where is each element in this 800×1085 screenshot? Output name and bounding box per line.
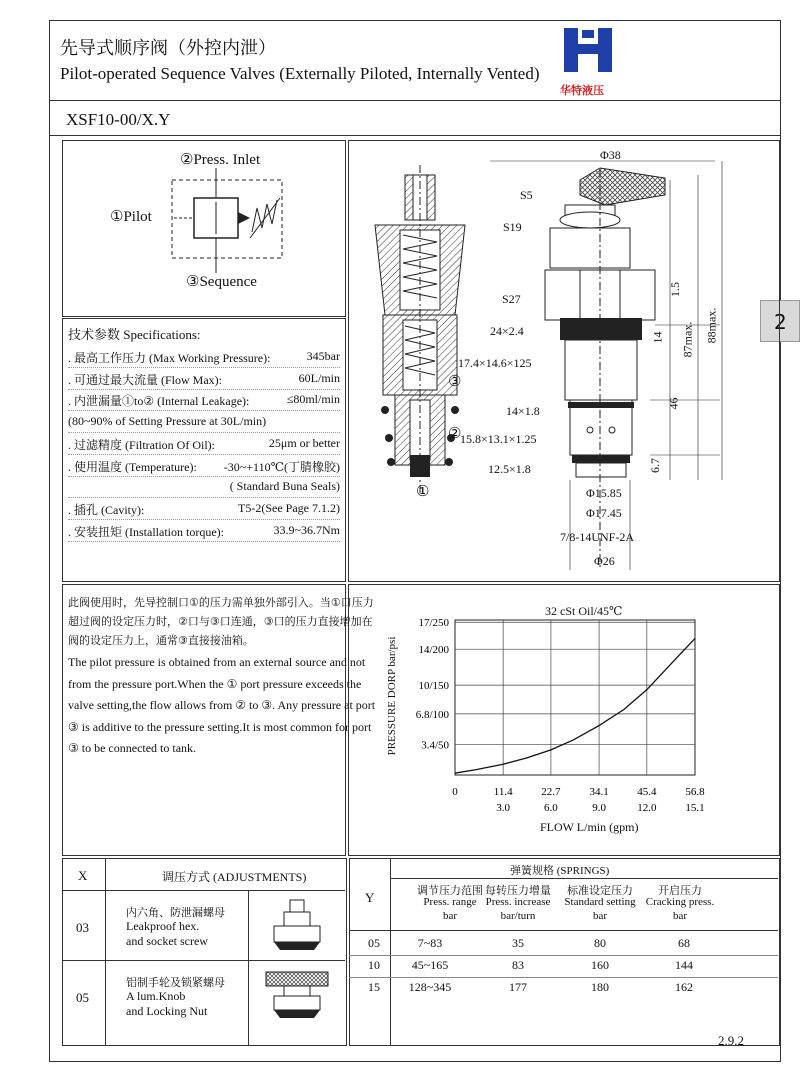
spec-row <box>68 455 340 477</box>
springs-header-text: bar/turn <box>500 910 536 922</box>
dim-oring-17: 17.4×14.6×125 <box>458 356 532 370</box>
springs-cell: 177 <box>509 980 527 994</box>
adj-text: Leakproof hex. <box>126 919 200 933</box>
dim-v14: 14 <box>650 331 665 344</box>
spec-row <box>68 389 340 411</box>
page-number: 2.9.2 <box>718 1033 744 1048</box>
spec-row <box>68 498 340 520</box>
description-cn-line: 超过阀的设定压力时，②口与③口连通，③口的压力直接增加在 <box>68 615 373 628</box>
adj-div-h2 <box>62 960 345 961</box>
springs-cell: 10 <box>368 958 380 972</box>
spec-value: ( Standard Buna Seals) <box>229 479 340 494</box>
spr-div-v0 <box>390 858 391 1045</box>
springs-cell: 144 <box>675 958 693 972</box>
x-tick-label: 11.4 <box>493 786 513 798</box>
spec-row <box>68 368 340 390</box>
model-rule <box>49 135 780 136</box>
dim-oring-125: 12.5×1.8 <box>488 462 531 476</box>
dim-s19: S19 <box>503 220 522 234</box>
springs-header-text: bar <box>442 910 458 922</box>
springs-cell: 128~345 <box>408 980 452 994</box>
flow-curve <box>455 638 695 773</box>
x-tick-label-gpm: 12.0 <box>637 802 657 814</box>
description-en-line: from the pressure port.When the ① port pressure exceeds the <box>68 676 362 691</box>
spec-value: T5-2(See Page 7.1.2) <box>238 500 340 515</box>
springs-title: 弹簧规格 (SPRINGS) <box>510 865 610 877</box>
spec-row <box>68 520 340 542</box>
spr-div-h1 <box>349 930 778 931</box>
springs-header-text: 每转压力增量 <box>485 884 551 897</box>
chart-ylabel: PRESSURE DORP bar/psi <box>386 636 398 756</box>
x-tick-label-gpm: 3.0 <box>496 802 511 814</box>
x-tick-label: 45.4 <box>637 786 657 798</box>
spec-label: (80~90% of Setting Pressure at 30L/min) <box>68 414 267 429</box>
description-en-line: valve setting,the flow allows from ② to ③. Any pressure at port <box>68 698 376 712</box>
chart-xlabel: FLOW L/min (gpm) <box>540 820 639 834</box>
spec-value: 345bar <box>306 349 340 363</box>
springs-col-y: Y <box>365 890 375 905</box>
spec-label: . 可通过最大流量 (Flow Max): <box>68 372 222 387</box>
springs-cell: 45~165 <box>411 958 449 972</box>
spec-row <box>68 433 340 455</box>
springs-header-text: 开启压力 <box>658 884 702 897</box>
logo <box>562 26 614 88</box>
spec-label: . 过滤精度 (Filtration Of Oil): <box>68 437 215 452</box>
x-tick-label-gpm: 9.0 <box>592 802 606 814</box>
springs-box <box>349 858 780 1046</box>
x-tick-label: 22.7 <box>541 786 561 798</box>
description-en-line: ③ is additive to the pressure setting.It is most common for port <box>68 719 372 734</box>
adj-div-v2 <box>248 890 249 1045</box>
spec-label: . 最高工作压力 (Max Working Pressure): <box>68 351 271 365</box>
plot-area <box>455 620 695 775</box>
side-tab-label: 2 <box>774 310 787 334</box>
springs-cell: 83 <box>512 958 524 972</box>
springs-header-text: Standard setting <box>564 896 636 908</box>
valve-symbol <box>160 168 290 273</box>
springs-cell: 80 <box>594 936 606 950</box>
spec-row <box>68 346 340 368</box>
description-en-line: ③ to be connected to tank. <box>68 741 197 755</box>
dim-d1585: Φ15.85 <box>586 486 622 500</box>
springs-header-text: Cracking press. <box>645 896 715 908</box>
y-tick-label: 17/250 <box>418 617 449 630</box>
y-tick-label: 3.4/50 <box>421 739 449 752</box>
springs-cell: 7~83 <box>417 936 443 950</box>
model-code: XSF10-00/X.Y <box>66 110 171 129</box>
dim-oring-158: 15.8×13.1×1.25 <box>460 432 537 446</box>
aluminum-knob-icon <box>262 966 332 1026</box>
spec-row <box>68 476 340 498</box>
dim-v46: 46 <box>666 397 681 410</box>
chart-title: 32 cSt Oil/45℃ <box>545 604 623 618</box>
springs-cell: 160 <box>591 958 609 972</box>
dim-v67: 6.7 <box>648 458 662 473</box>
springs-cell: 35 <box>512 936 524 950</box>
port-1-label: ① <box>416 484 430 500</box>
spec-value: 33.9~36.7Nm <box>273 522 340 537</box>
sequence-label: ③Sequence <box>186 274 257 290</box>
adj-col-x: X <box>78 868 88 883</box>
spec-value: -30~+110℃(丁腈橡胶) <box>223 459 340 474</box>
springs-header-text: Press. increase <box>485 896 551 908</box>
x-tick-label-gpm: 6.0 <box>544 802 558 814</box>
description-cn-line: 此阀使用时，先导控制口①的压力需单独外部引入。当①口压力 <box>68 596 374 609</box>
description-cn-line: 阀的设定压力上，通常③直接接油箱。 <box>68 634 254 647</box>
press-inlet-label: ②Press. Inlet <box>180 152 261 168</box>
adj-div-h1 <box>62 890 345 891</box>
port-3-label: ③ <box>448 374 462 390</box>
pilot-label: ①Pilot <box>110 209 152 225</box>
hex-socket-icon <box>262 898 332 953</box>
adj-text: and socket screw <box>126 934 208 948</box>
logo-text: 华特液压 <box>560 84 604 97</box>
x-tick-label-gpm: 15.1 <box>685 802 705 814</box>
adj-div-v <box>105 858 106 1045</box>
adj-text: and Locking Nut <box>126 1004 208 1018</box>
spec-label: . 插孔 (Cavity): <box>68 502 145 517</box>
dim-oring-24: 24×2.4 <box>490 324 524 338</box>
dim-thread: 7/8-14UNF-2A <box>560 530 634 544</box>
springs-cell: 05 <box>368 936 380 950</box>
adj-text: A lum.Knob <box>126 989 186 1003</box>
adj-code: 03 <box>76 920 89 935</box>
dim-v15: 1.5 <box>668 282 682 297</box>
spec-value: ≤80ml/min <box>286 392 340 407</box>
pressure-flow-chart <box>400 615 730 820</box>
springs-row-rule <box>349 955 778 956</box>
dim-d1745: Φ17.45 <box>586 506 622 520</box>
title-cn: 先导式顺序阀（外控内泄） <box>60 38 276 59</box>
adj-text: 内六角、防泄漏螺母 <box>126 906 225 919</box>
x-tick-label: 34.1 <box>589 786 609 798</box>
dim-d26: Φ26 <box>594 554 615 568</box>
x-tick-label: 0 <box>452 786 458 798</box>
dim-s27: S27 <box>502 292 521 306</box>
springs-cell: 162 <box>675 980 693 994</box>
spec-value: 25μm or better <box>268 435 340 450</box>
springs-header-text: bar <box>592 910 608 922</box>
springs-cell: 180 <box>591 980 609 994</box>
springs-header-text: bar <box>672 910 688 922</box>
title-en: Pilot-operated Sequence Valves (Externally Piloted, Internally Vented) <box>60 64 540 83</box>
springs-cell: 68 <box>678 936 690 950</box>
y-tick-label: 10/150 <box>418 680 449 693</box>
dim-v88: 88max. <box>704 307 719 344</box>
x-tick-label: 56.8 <box>685 786 705 798</box>
springs-header-text: Press. range <box>423 896 477 908</box>
adj-col-title: 调压方式 (ADJUSTMENTS) <box>162 870 307 884</box>
y-tick-label: 14/200 <box>418 644 449 657</box>
spec-label: . 安装扭矩 (Installation torque): <box>68 524 224 539</box>
spec-row <box>68 411 340 433</box>
spr-div-h0 <box>390 878 778 879</box>
dim-oring-14: 14×1.8 <box>506 404 540 418</box>
adj-code: 05 <box>76 990 89 1005</box>
springs-row-rule <box>349 977 778 978</box>
springs-header-text: 调节压力范围 <box>417 884 483 897</box>
description-en-line: The pilot pressure is obtained from an external source and not <box>68 655 366 669</box>
y-tick-label: 6.8/100 <box>415 708 449 721</box>
springs-header-text: 标准设定压力 <box>567 884 633 897</box>
cross-section-drawing <box>355 150 485 510</box>
dim-s5: S5 <box>520 188 533 202</box>
spec-label: . 使用温度 (Temperature): <box>68 459 197 474</box>
dim-v87: 87max. <box>680 321 695 358</box>
spec-value: 60L/min <box>298 370 340 385</box>
port-2-label: ② <box>448 426 462 442</box>
spec-label: . 内泄漏量①to② (Internal Leakage): <box>68 394 250 409</box>
specs-heading: 技术参数 Specifications: <box>68 327 201 342</box>
header-rule <box>49 100 780 101</box>
adj-text: 铝制手轮及锁紧螺母 <box>126 976 225 989</box>
dim-d38: Φ38 <box>600 148 621 162</box>
springs-cell: 15 <box>368 980 380 994</box>
